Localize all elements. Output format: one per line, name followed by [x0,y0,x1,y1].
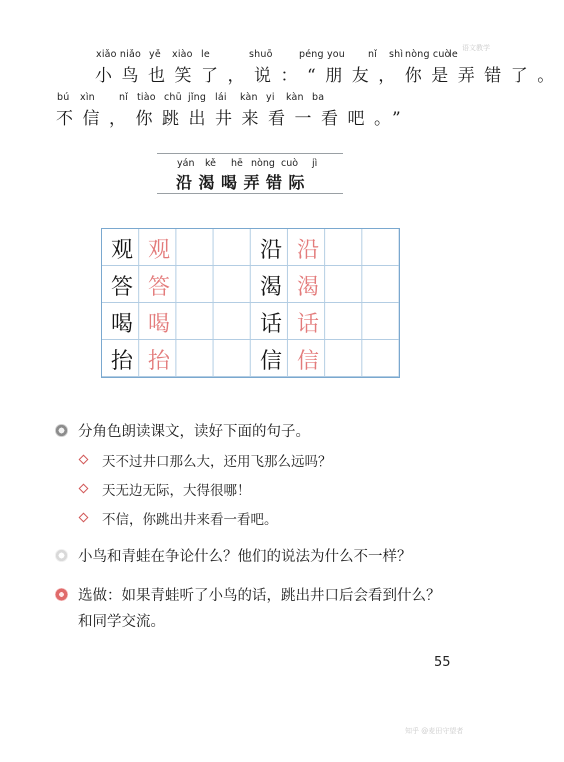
pinyin: xiào [172,49,193,60]
pinyin: nòng cuò [405,49,451,60]
pinyin: le [201,49,210,60]
diamond-icon [79,513,89,523]
grid-char: 答 [110,274,133,300]
sentence-2: 天无边无际，大得很哪！ [102,483,251,499]
grid-char-trace: 话 [296,311,319,337]
pinyin: péng you [299,49,346,60]
question-2: 小鸟和青蛙在争论什么？他们的说法为什么不一样？ [78,549,412,565]
question-1: 分角色朗读课文，读好下面的句子。 [78,424,310,440]
pinyin: ba [312,92,325,103]
grid-char: 信 [259,348,282,374]
pinyin: xiǎo niǎo [96,49,142,60]
grid-char: 渴 [259,274,282,300]
question-3-continued: 和同学交流。 [78,614,165,630]
pinyin: chū [164,92,182,103]
pinyin: nòng [251,158,275,169]
page-number: 55 [434,655,451,670]
pinyin: yi [266,92,275,103]
pinyin: shuō [249,49,273,60]
pinyin: lái [215,92,227,103]
pinyin: kàn [240,92,258,103]
grid-char: 话 [259,311,282,337]
pinyin: tiào [137,92,156,103]
grid-char-trace: 答 [147,274,170,300]
text-line-1: 小鸟也笑了，说：“朋友，你是弄错了。 [95,66,564,86]
pinyin: kàn [286,92,304,103]
grid-char-trace: 观 [147,237,170,263]
diamond-icon [79,484,89,494]
sentence-1: 天不过井口那么大，还用飞那么远吗？ [102,454,332,470]
grid-char: 喝 [110,311,133,337]
writing-grid [101,228,400,378]
grid-char-trace: 渴 [296,274,319,300]
diamond-icon [79,455,89,465]
pinyin: yě [149,49,161,60]
pinyin: jǐng [188,92,207,103]
pinyin: nǐ [368,49,378,60]
pinyin: kě [205,158,217,169]
grid-char: 沿 [259,237,282,263]
watermark-top: 语文教学 [462,44,490,52]
grid-char-trace: 抬 [147,348,170,374]
vocab-characters: 沿渴喝弄错际 [176,173,312,192]
watermark-bottom: 知乎 @麦田守望者 [405,727,464,735]
question-3: 选做：如果青蛙听了小鸟的话，跳出井口后会看到什么？ [78,588,441,604]
pinyin: hē [231,158,243,169]
pinyin: xìn [80,92,95,103]
pinyin: nǐ [119,92,129,103]
grid-char: 观 [110,237,133,263]
pinyin: le [449,49,458,60]
question-bullet-icon [55,549,68,562]
sentence-3: 不信，你跳出井来看一看吧。 [102,512,278,528]
grid-char: 抬 [110,348,133,374]
pinyin: yán [177,158,195,169]
text-line-2: 不信，你跳出井来看一看吧。” [56,109,411,129]
grid-char-trace: 信 [296,348,319,374]
pinyin: bú [57,92,70,103]
grid-char-trace: 沿 [296,237,319,263]
vocab-bottom-rule [157,193,343,194]
optional-bullet-icon [55,588,68,601]
pinyin: shì [389,49,404,60]
pinyin: jì [312,158,318,169]
pinyin: cuò [281,158,299,169]
grid-char-trace: 喝 [147,311,170,337]
vocab-top-rule [157,153,343,154]
question-bullet-icon [55,424,68,437]
